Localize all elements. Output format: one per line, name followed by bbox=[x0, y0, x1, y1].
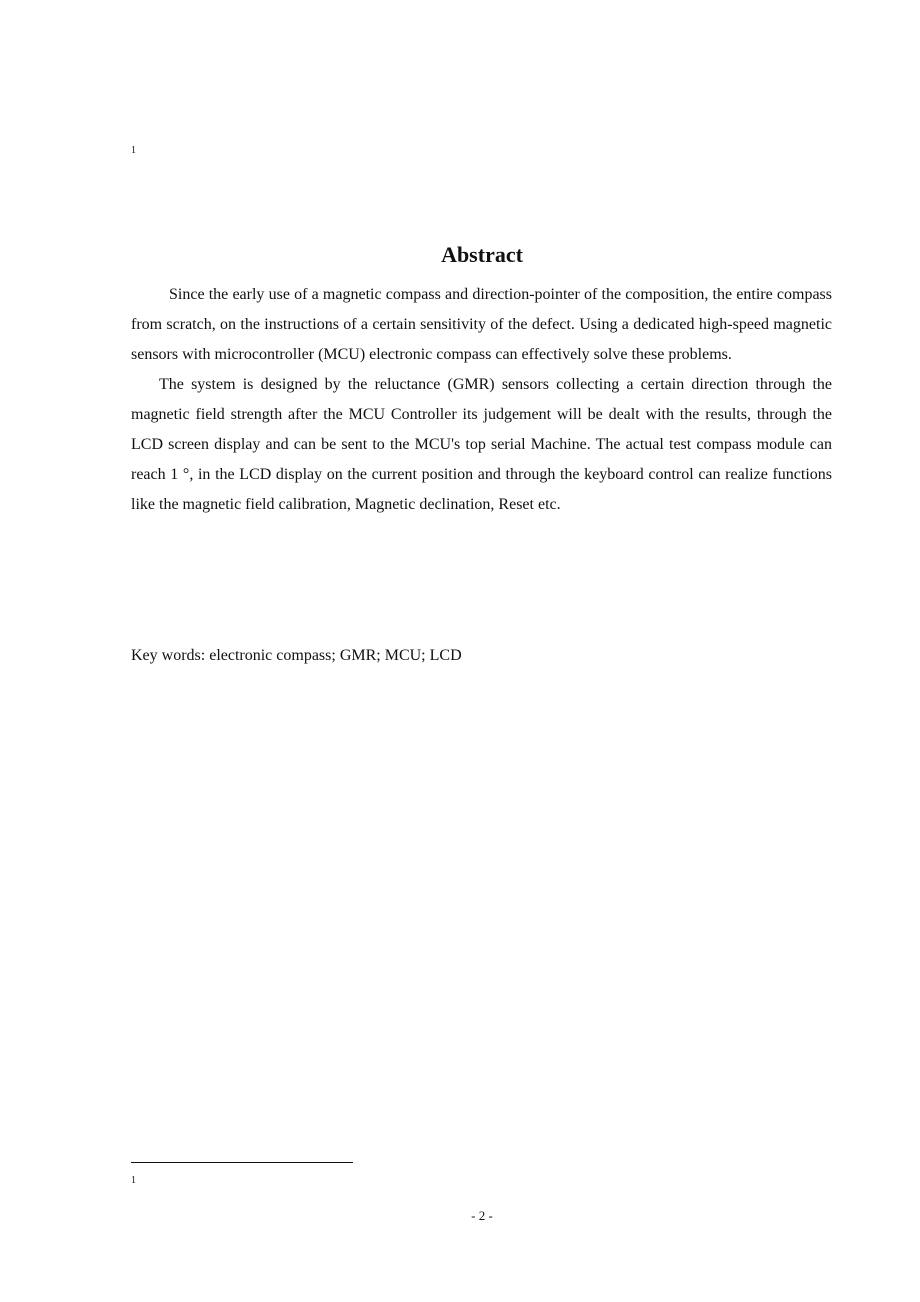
keywords-line: Key words: electronic compass; GMR; MCU; LCD bbox=[131, 647, 462, 664]
footnote-divider bbox=[131, 1162, 353, 1163]
footnote-marker: 1 bbox=[131, 1175, 136, 1186]
page-number: - 2 - bbox=[471, 1208, 493, 1223]
abstract-paragraph-2: The system is designed by the reluctance (GMR) sensors collecting a certain direction through the magnetic field strength after the MCU Controller its judgement will be dealt with the results, through the LCD screen display and can be sent to the MCU's top serial Machine. The actual test compass module can reach 1 °, in the LCD display on the current position and through the keyboard control can realize functions like the magnetic field calibration, Magnetic declination, Reset etc. bbox=[131, 376, 832, 513]
abstract-title: Abstract bbox=[441, 242, 523, 267]
abstract-paragraph-1: Since the early use of a magnetic compass and direction-pointer of the composition, the entire compass from scratch, on the instructions of a certain sensitivity of the defect. Using a dedicated high-speed magnetic sensors with microcontroller (MCU) electronic compass can effectively solve these problems. bbox=[131, 286, 832, 363]
footnote-reference-marker: 1 bbox=[131, 145, 136, 156]
abstract-body bbox=[131, 280, 832, 520]
